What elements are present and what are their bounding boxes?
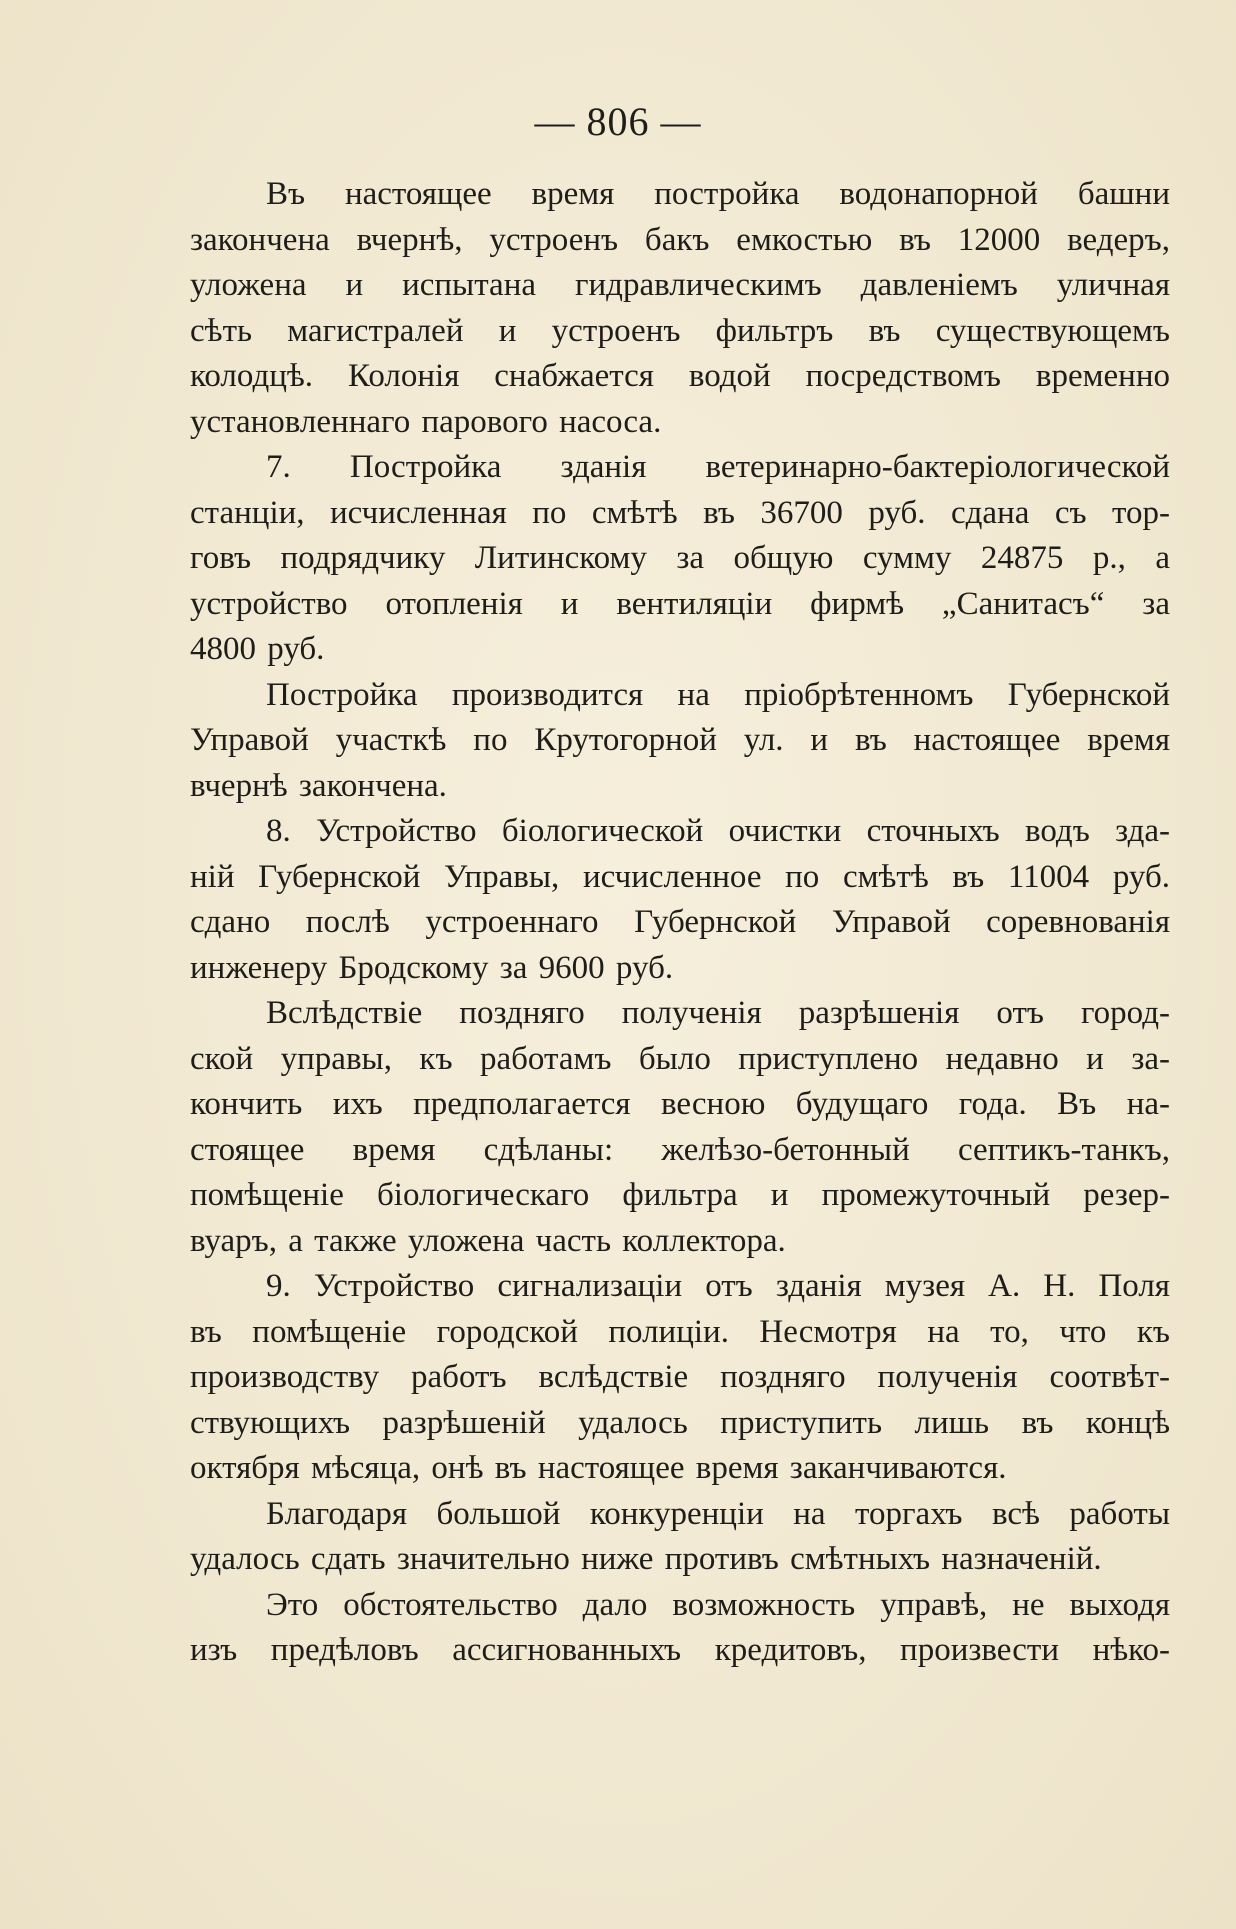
text-line: 4800 руб. bbox=[190, 631, 325, 667]
text-line: Вслѣдствіе поздняго полученія разрѣшенія отъ город- bbox=[266, 995, 1170, 1031]
text-line: Благодаря большой конкуренціи на торгахъ всѣ работы bbox=[266, 1495, 1170, 1532]
paragraph-construction bbox=[190, 673, 1170, 810]
paragraph-water-tower bbox=[190, 172, 1170, 445]
paragraph-competition bbox=[190, 1492, 1170, 1583]
text-line: производству работъ вслѣдствіе поздняго полученія соотвѣт- bbox=[190, 1359, 1170, 1395]
text-line: установленнаго парового насоса. bbox=[190, 403, 662, 440]
text-line: ствующихъ разрѣшеній удалось приступить лишь въ концѣ bbox=[190, 1404, 1170, 1441]
text-line: кончить ихъ предполагается весною будущаго года. Въ на- bbox=[190, 1086, 1170, 1122]
text-line: сдано послѣ устроеннаго Губернской Управой соревнованія bbox=[190, 904, 1170, 940]
text-line: вчернѣ закончена. bbox=[190, 767, 447, 804]
paragraph-item-8 bbox=[190, 809, 1170, 991]
text-line: ній Губернской Управы, исчисленное по смѣтѣ въ 11004 руб. bbox=[190, 858, 1170, 895]
text-line: 9. Устройство сигнализаціи отъ зданія музея А. Н. Поля bbox=[266, 1268, 1170, 1304]
text-line: изъ предѣловъ ассигнованныхъ кредитовъ, произвести нѣко- bbox=[190, 1632, 1170, 1668]
text-line: Это обстоятельство дало возможность управѣ, не выходя bbox=[266, 1586, 1170, 1623]
text-line: 8. Устройство біологической очистки сточныхъ водъ зда- bbox=[266, 813, 1170, 849]
paragraph-delay bbox=[190, 991, 1170, 1264]
text-line: устройство отопленія и вентиляціи фирмѣ „Санитасъ“ за bbox=[190, 585, 1170, 622]
text-line: Постройка производится на пріобрѣтенномъ Губернской bbox=[266, 676, 1170, 713]
text-line: стоящее время сдѣланы: желѣзо-бетонный септикъ-танкъ, bbox=[190, 1131, 1170, 1168]
page-number: — 806 — bbox=[534, 99, 702, 144]
body-text bbox=[190, 172, 1170, 1674]
text-line: станціи, исчисленная по смѣтѣ въ 36700 руб. сдана съ тор- bbox=[190, 494, 1170, 531]
text-line: говъ подрядчику Литинскому за общую сумму 24875 р., а bbox=[190, 540, 1170, 576]
text-line: сѣть магистралей и устроенъ фильтръ въ существующемъ bbox=[190, 312, 1170, 349]
paragraph-item-7 bbox=[190, 445, 1170, 673]
text-line: закончена вчернѣ, устроенъ бакъ емкостью въ 12000 ведеръ, bbox=[190, 221, 1170, 258]
text-line: въ помѣщеніе городской полиціи. Несмотря на то, что къ bbox=[190, 1313, 1170, 1350]
text-line: ской управы, къ работамъ было приступлено недавно и за- bbox=[190, 1040, 1170, 1077]
text-line: Въ настоящее время постройка водонапорной башни bbox=[266, 176, 1170, 212]
text-line: 7. Постройка зданія ветеринарно-бактеріологической bbox=[266, 449, 1170, 485]
text-line: удалось сдать значительно ниже противъ смѣтныхъ назначеній. bbox=[190, 1541, 1102, 1577]
text-line: октября мѣсяца, онѣ въ настоящее время заканчиваются. bbox=[190, 1450, 1007, 1486]
text-line: уложена и испытана гидравлическимъ давленіемъ уличная bbox=[190, 267, 1170, 303]
text-line: вуаръ, а также уложена часть коллектора. bbox=[190, 1222, 786, 1259]
paragraph-item-9 bbox=[190, 1264, 1170, 1492]
text-line: колодцѣ. Колонія снабжается водой посредствомъ временно bbox=[190, 358, 1170, 394]
text-line: инженеру Бродскому за 9600 руб. bbox=[190, 949, 674, 986]
text-line: Управой участкѣ по Крутогорной ул. и въ настоящее время bbox=[190, 722, 1170, 758]
paragraph-circumstance bbox=[190, 1583, 1170, 1674]
text-line: помѣщеніе біологическаго фильтра и промежуточный резер- bbox=[190, 1177, 1170, 1213]
